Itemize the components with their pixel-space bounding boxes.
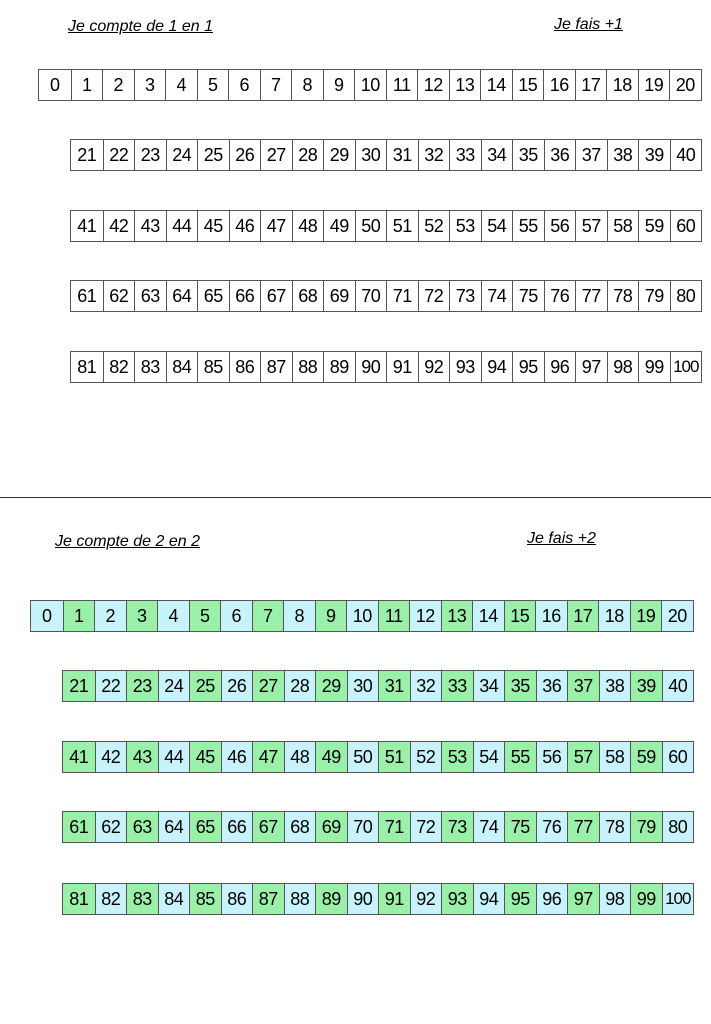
number-cell: 81 [77,356,97,377]
number-cell: 64 [166,281,198,311]
number-cell: 84 [158,884,190,914]
section1-title: Je compte de 1 en 1 [68,18,213,35]
section-divider [0,497,711,498]
number-cell: 77 [575,281,607,311]
number-cell: 20 [669,70,701,100]
number-cell: 55 [504,742,536,772]
number-cell: 22 [95,671,127,701]
number-cell: 86 [229,352,261,382]
number-cell: 88 [292,352,324,382]
number-cell: 54 [473,742,505,772]
number-cell: 11 [386,70,418,100]
number-cell: 42 [103,211,135,241]
number-cell: 69 [315,812,347,842]
number-cell: 65 [189,812,221,842]
number-cell: 5 [197,70,229,100]
number-cell: 6 [228,70,260,100]
number-cell: 44 [158,742,190,772]
number-cell: 8 [283,601,315,631]
number-cell: 100 [662,884,694,914]
number-cell: 27 [260,140,292,170]
number-cell: 71 [378,812,410,842]
number-cell: 1 [63,601,95,631]
number-cell: 17 [567,601,599,631]
number-cell: 8 [291,70,323,100]
number-cell: 81 [63,884,95,914]
number-cell: 87 [252,884,284,914]
number-cell: 35 [504,671,536,701]
number-cell: 35 [512,140,544,170]
number-cell: 99 [638,352,670,382]
number-cell: 44 [166,211,198,241]
number-cell: 49 [315,742,347,772]
number-cell: 61 [77,285,97,306]
number-cell: 66 [221,812,253,842]
number-cell: 88 [284,884,316,914]
number-cell: 43 [126,742,158,772]
number-strip-2-row-2 [62,670,694,702]
number-cell: 61 [63,812,95,842]
number-cell: 65 [197,281,229,311]
number-cell: 90 [355,352,387,382]
number-cell: 74 [473,812,505,842]
number-cell: 43 [134,211,166,241]
number-cell: 24 [158,671,190,701]
number-cell: 0 [31,601,63,631]
number-cell: 60 [670,211,702,241]
number-cell: 78 [607,281,639,311]
number-cell: 73 [449,281,481,311]
number-cell: 75 [504,812,536,842]
number-cell: 91 [378,884,410,914]
number-cell: 60 [662,742,694,772]
number-cell: 57 [567,742,599,772]
number-cell: 70 [355,281,387,311]
number-cell: 67 [252,812,284,842]
number-cell: 30 [347,671,379,701]
number-cell: 29 [315,671,347,701]
number-cell: 25 [189,671,221,701]
number-cell: 19 [638,70,670,100]
number-cell: 89 [323,352,355,382]
section2-subtitle: Je fais +2 [527,530,596,547]
number-cell: 78 [599,812,631,842]
number-cell: 98 [607,352,639,382]
number-cell: 63 [134,281,166,311]
number-cell: 16 [543,70,575,100]
number-cell: 38 [607,140,639,170]
number-cell: 57 [575,211,607,241]
number-cell: 27 [252,671,284,701]
number-cell: 83 [126,884,158,914]
number-cell: 99 [630,884,662,914]
number-cell: 42 [95,742,127,772]
number-cell: 85 [189,884,221,914]
number-cell: 77 [567,812,599,842]
number-cell: 24 [166,140,198,170]
number-strip-2-row-1 [30,600,694,632]
number-cell: 3 [134,70,166,100]
number-cell: 45 [189,742,221,772]
number-cell: 6 [220,601,252,631]
number-cell: 67 [260,281,292,311]
number-cell: 21 [77,144,97,165]
number-cell: 34 [473,671,505,701]
number-cell: 34 [481,140,513,170]
number-cell: 12 [417,70,449,100]
number-cell: 69 [323,281,355,311]
number-cell: 39 [630,671,662,701]
number-cell: 28 [292,140,324,170]
number-cell: 40 [670,140,702,170]
number-cell: 62 [103,281,135,311]
number-cell: 2 [94,601,126,631]
number-cell: 2 [102,70,134,100]
number-cell: 18 [598,601,630,631]
number-cell: 0 [49,74,60,95]
number-cell: 36 [536,671,568,701]
number-cell: 97 [575,352,607,382]
number-cell: 51 [378,742,410,772]
number-cell: 41 [77,215,97,236]
number-cell: 29 [323,140,355,170]
number-cell: 97 [567,884,599,914]
number-cell: 98 [599,884,631,914]
number-cell: 96 [536,884,568,914]
number-cell: 48 [292,211,324,241]
number-cell: 46 [221,742,253,772]
number-cell: 7 [252,601,284,631]
number-cell: 73 [441,812,473,842]
number-cell: 37 [575,140,607,170]
number-cell: 62 [95,812,127,842]
number-cell: 79 [638,281,670,311]
number-cell: 41 [63,742,95,772]
number-cell: 92 [418,352,450,382]
number-cell: 82 [103,352,135,382]
number-cell: 26 [221,671,253,701]
number-cell: 51 [386,211,418,241]
number-cell: 11 [378,601,410,631]
number-cell: 4 [165,70,197,100]
number-cell: 68 [292,281,324,311]
number-cell: 100 [670,352,702,382]
number-cell: 80 [670,281,702,311]
number-cell: 17 [575,70,607,100]
number-cell: 38 [599,671,631,701]
number-cell: 13 [449,70,481,100]
number-cell: 14 [472,601,504,631]
number-cell: 4 [157,601,189,631]
number-cell: 12 [409,601,441,631]
number-cell: 5 [189,601,221,631]
number-cell: 47 [260,211,292,241]
number-cell: 50 [347,742,379,772]
number-cell: 84 [166,352,198,382]
number-cell: 93 [449,352,481,382]
number-cell: 48 [284,742,316,772]
number-cell: 10 [346,601,378,631]
number-cell: 86 [221,884,253,914]
number-strip-1-row-4 [70,280,702,312]
number-cell: 31 [378,671,410,701]
number-cell: 1 [71,70,103,100]
number-cell: 72 [410,812,442,842]
number-cell: 96 [544,352,576,382]
number-cell: 82 [95,884,127,914]
number-cell: 91 [386,352,418,382]
number-cell: 56 [536,742,568,772]
number-cell: 75 [512,281,544,311]
number-cell: 9 [315,601,347,631]
number-cell: 14 [480,70,512,100]
number-cell: 30 [355,140,387,170]
number-strip-1-row-1 [38,69,702,101]
number-cell: 76 [536,812,568,842]
number-cell: 59 [630,742,662,772]
number-cell: 64 [158,812,190,842]
number-cell: 70 [347,812,379,842]
number-cell: 15 [512,70,544,100]
number-strip-1-row-5 [70,351,702,383]
number-cell: 52 [410,742,442,772]
number-cell: 58 [607,211,639,241]
number-cell: 19 [630,601,662,631]
number-cell: 26 [229,140,261,170]
number-cell: 95 [512,352,544,382]
number-cell: 23 [134,140,166,170]
number-cell: 56 [544,211,576,241]
number-cell: 33 [441,671,473,701]
section1-subtitle: Je fais +1 [554,16,623,33]
number-cell: 31 [386,140,418,170]
number-cell: 36 [544,140,576,170]
number-cell: 28 [284,671,316,701]
number-cell: 87 [260,352,292,382]
number-cell: 15 [504,601,536,631]
number-strip-1-row-3 [70,210,702,242]
number-cell: 68 [284,812,316,842]
number-cell: 21 [63,671,95,701]
number-cell: 50 [355,211,387,241]
number-cell: 10 [354,70,386,100]
number-cell: 83 [134,352,166,382]
number-cell: 49 [323,211,355,241]
number-cell: 32 [418,140,450,170]
number-cell: 22 [103,140,135,170]
number-cell: 92 [410,884,442,914]
number-cell: 46 [229,211,261,241]
number-cell: 3 [126,601,158,631]
number-cell: 52 [418,211,450,241]
number-cell: 71 [386,281,418,311]
number-cell: 7 [260,70,292,100]
number-cell: 85 [197,352,229,382]
number-strip-2-row-5 [62,883,694,915]
number-cell: 63 [126,812,158,842]
number-cell: 79 [630,812,662,842]
number-cell: 90 [347,884,379,914]
number-cell: 95 [504,884,536,914]
number-cell: 94 [481,352,513,382]
number-cell: 47 [252,742,284,772]
number-cell: 93 [441,884,473,914]
number-cell: 23 [126,671,158,701]
section2-title: Je compte de 2 en 2 [55,533,200,550]
number-cell: 76 [544,281,576,311]
number-cell: 40 [662,671,694,701]
number-strip-1-row-2 [70,139,702,171]
number-cell: 58 [599,742,631,772]
number-cell: 18 [606,70,638,100]
number-cell: 45 [197,211,229,241]
number-cell: 20 [661,601,693,631]
number-cell: 37 [567,671,599,701]
number-cell: 25 [197,140,229,170]
number-cell: 9 [323,70,355,100]
number-cell: 94 [473,884,505,914]
number-cell: 72 [418,281,450,311]
number-cell: 16 [535,601,567,631]
number-cell: 32 [410,671,442,701]
number-cell: 54 [481,211,513,241]
number-cell: 74 [481,281,513,311]
number-cell: 55 [512,211,544,241]
number-strip-2-row-3 [62,741,694,773]
number-cell: 13 [441,601,473,631]
number-cell: 80 [662,812,694,842]
number-cell: 66 [229,281,261,311]
number-cell: 33 [449,140,481,170]
number-cell: 39 [638,140,670,170]
number-cell: 53 [441,742,473,772]
number-cell: 53 [449,211,481,241]
number-strip-2-row-4 [62,811,694,843]
number-cell: 59 [638,211,670,241]
number-cell: 89 [315,884,347,914]
